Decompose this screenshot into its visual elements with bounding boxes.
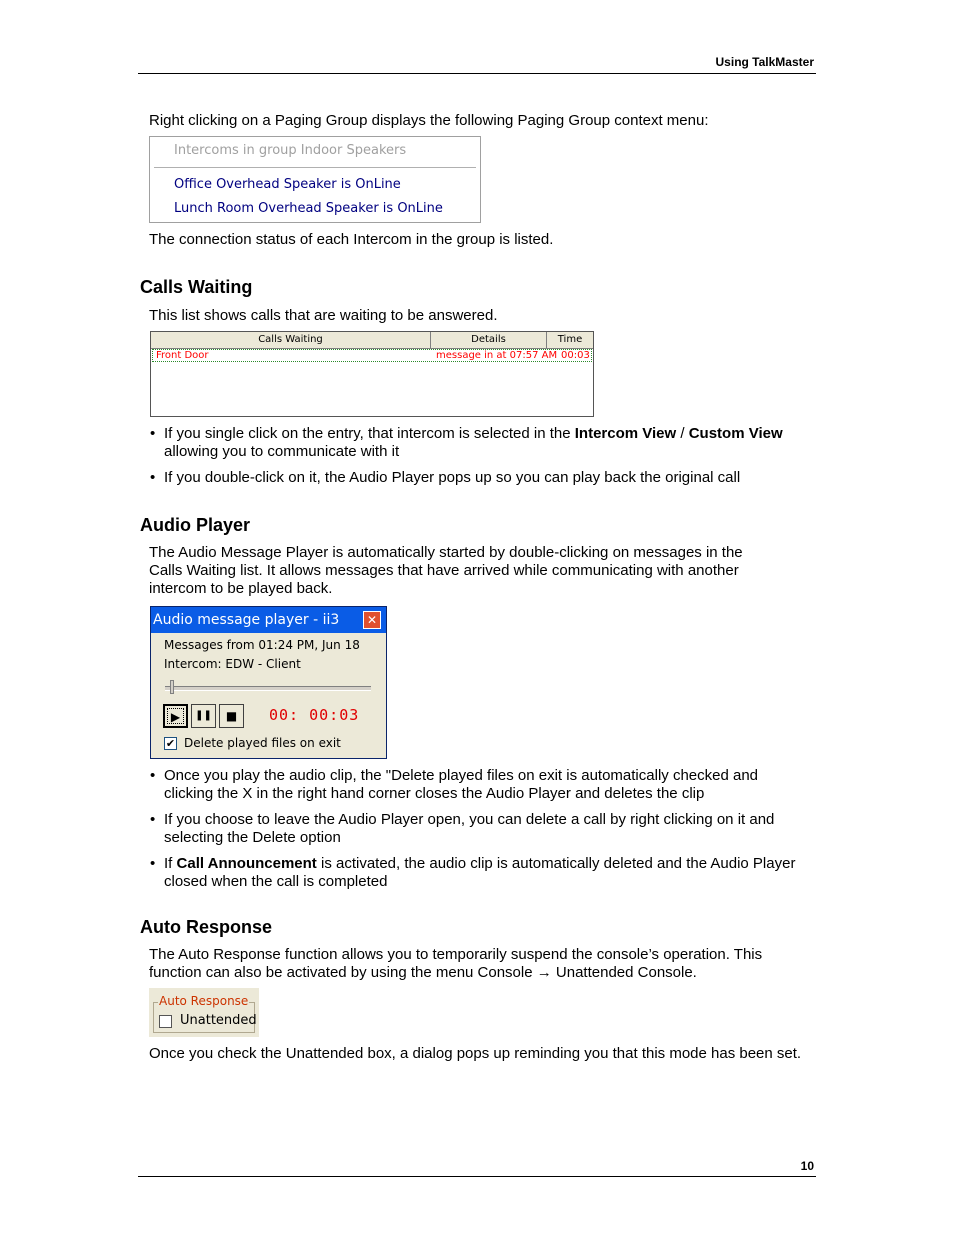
play-icon: ▶ <box>170 710 181 724</box>
calls-waiting-bullets <box>149 425 809 495</box>
list-header <box>151 332 593 349</box>
column-header-calls-waiting[interactable]: Calls Waiting <box>151 332 431 348</box>
bold-term-call-announcement: Call Announcement <box>176 855 317 872</box>
heading-auto-response: Auto Response <box>140 917 273 937</box>
group-label: Auto Response <box>159 994 249 1008</box>
calls-waiting-list[interactable] <box>150 331 594 417</box>
menu-item-office[interactable]: Office Overhead Speaker is OnLine <box>174 177 401 192</box>
intercom-text: Intercom: EDW - Client <box>164 657 301 671</box>
running-header: Using TalkMaster <box>715 55 814 69</box>
bullet-text: allowing you to communicate with it <box>164 443 400 460</box>
audio-player-intro: The Audio Message Player is automatically started by double-clicking on messages in the Calls Waiting list. It allows messages that have arrived while communicating with another intercom to be played back. <box>149 544 743 597</box>
calls-waiting-intro: This list shows calls that are waiting to be answered. <box>149 307 498 324</box>
stop-button[interactable] <box>219 704 244 728</box>
page-number: 10 <box>800 1159 814 1173</box>
pause-icon: ❚❚ <box>195 710 212 721</box>
unattended-checkbox[interactable] <box>159 1015 172 1028</box>
bullet-text: / <box>676 425 689 442</box>
bold-term-intercom-view: Intercom View <box>574 425 677 442</box>
cell-call-name: Front Door <box>156 350 209 361</box>
unattended-label[interactable]: Unattended <box>180 1013 257 1028</box>
stop-icon: ■ <box>225 709 238 723</box>
audio-player-window <box>150 606 387 759</box>
heading-calls-waiting: Calls Waiting <box>140 277 253 297</box>
list-item: • If you double-click on it, the Audio Player pops up so you can play back the original call <box>149 469 809 487</box>
bold-term-custom-view: Custom View <box>688 425 783 442</box>
footer-rule <box>138 1176 816 1177</box>
column-header-time[interactable]: Time <box>557 334 583 345</box>
play-button[interactable] <box>163 704 188 728</box>
bullet-text: is activated, the audio clip is automatically deleted and the Audio Player closed when the call is completed <box>164 855 796 890</box>
list-item <box>149 425 809 461</box>
pause-button[interactable] <box>191 704 216 728</box>
window-title[interactable]: Audio message player - ii3 <box>151 607 386 633</box>
cell-call-time: 00:03 <box>561 350 590 361</box>
list-item <box>149 855 805 891</box>
bullet-text: If you single click on the entry, that intercom is selected in the <box>164 425 575 442</box>
paging-intro: Right clicking on a Paging Group displays the following Paging Group context menu: <box>149 112 709 129</box>
delete-played-files-checkbox[interactable] <box>164 737 177 750</box>
menu-item-lunch-room[interactable]: Lunch Room Overhead Speaker is OnLine <box>174 201 443 216</box>
paging-note: The connection status of each Intercom in the group is listed. <box>149 231 554 248</box>
cell-call-details: message in at 07:57 AM <box>436 350 558 361</box>
playback-slider-track[interactable] <box>165 686 371 691</box>
audio-player-bullets <box>149 767 805 899</box>
close-icon[interactable]: ✕ <box>363 611 381 629</box>
table-row[interactable] <box>152 349 592 362</box>
list-item: • If you choose to leave the Audio Player open, you can delete a call by right clicking on it and selecting the Delete option <box>149 811 805 847</box>
column-header-details[interactable]: Details <box>431 332 547 348</box>
auto-response-intro: The Auto Response function allows you to temporarily suspend the console’s operation. This function can also be activated by using the menu Console → Unattended Console. <box>149 946 763 981</box>
messages-from-text: Messages from 01:24 PM, Jun 18 <box>164 638 360 652</box>
list-item: • Once you play the audio clip, the "Delete played files on exit is automatically checked and clicking the X in the right hand corner closes the Audio Player and deletes the clip <box>149 767 805 803</box>
bullet-text: If <box>164 855 177 872</box>
menu-title-item: Intercoms in group Indoor Speakers <box>174 143 407 158</box>
auto-response-group <box>149 988 259 1037</box>
menu-separator <box>154 167 476 168</box>
delete-played-files-label[interactable]: Delete played files on exit <box>184 736 341 750</box>
playback-timer: 00: 00:03 <box>269 706 360 724</box>
playback-slider-thumb[interactable] <box>170 680 174 694</box>
checkmark-icon: ✔ <box>165 737 176 750</box>
paging-context-menu <box>149 136 481 223</box>
auto-response-note: Once you check the Unattended box, a dialog pops up reminding you that this mode has been set. <box>149 1045 802 1062</box>
heading-audio-player: Audio Player <box>140 515 251 535</box>
header-rule <box>138 73 816 74</box>
